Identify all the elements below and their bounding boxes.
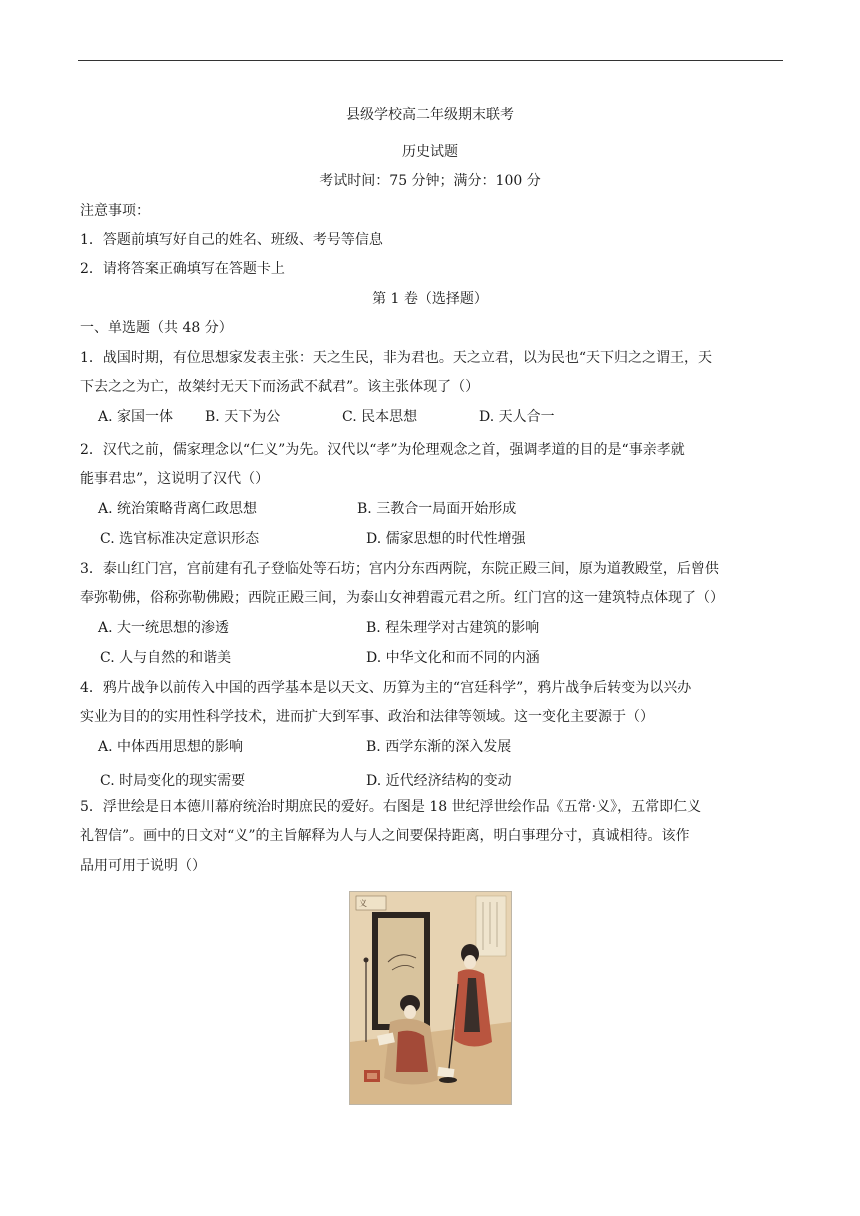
question-1-option-a: A. 家国一体 (98, 409, 174, 425)
question-4-line: 实业为目的的实用性科学技术，进而扩大到军事、政治和法律等领域。这一变化主要源于（） (80, 709, 654, 725)
notice-item: 1．答题前填写好自己的姓名、班级、考号等信息 (80, 232, 383, 248)
header-rule (78, 60, 783, 61)
question-3-line: 奉弥勒佛，俗称弥勒佛殿；西院正殿三间，为泰山女神碧霞元君之所。红门宫的这一建筑特点体现了（） (80, 590, 724, 606)
question-2-option-c: C. 选官标准决定意识形态 (100, 531, 260, 547)
svg-text:义: 义 (359, 899, 367, 908)
question-2-line: 能事君忠”，这说明了汉代（） (80, 471, 270, 487)
question-4-option-c: C. 时局变化的现实需要 (100, 773, 246, 789)
question-4-option-a: A. 中体西用思想的影响 (98, 739, 244, 755)
notice-heading: 注意事项： (80, 203, 150, 219)
question-4-option-b: B. 西学东渐的深入发展 (366, 739, 512, 755)
volume-title: 第 1 卷（选择题） (372, 291, 488, 307)
section-title: 一、单选题（共 48 分） (80, 320, 233, 336)
exam-info: 考试时间：75 分钟；满分：100 分 (319, 173, 541, 189)
question-3-line: 3．泰山红门宫，宫前建有孔子登临处等石坊；宫内分东西两院，东院正殿三间，原为道教殿堂，后曾供 (80, 561, 719, 577)
question-1-option-b: B. 天下为公 (205, 409, 281, 425)
question-2-option-d: D. 儒家思想的时代性增强 (366, 531, 526, 547)
question-2-line: 2．汉代之前，儒家理念以“仁义”为先。汉代以“孝”为伦理观念之首，强调孝道的目的是“事亲孝就 (80, 442, 685, 458)
question-3-option-b: B. 程朱理学对古建筑的影响 (366, 620, 540, 636)
question-3-option-a: A. 大一统思想的渗透 (98, 620, 230, 636)
question-1-line: 1．战国时期，有位思想家发表主张：天之生民，非为君也。天之立君，以为民也“天下归之之谓王，天 (80, 350, 713, 366)
question-4-line: 4．鸦片战争以前传入中国的西学基本是以天文、历算为主的“宫廷科学”，鸦片战争后转变为以兴办 (80, 680, 692, 696)
notice-item: 2．请将答案正确填写在答题卡上 (80, 261, 285, 277)
question-2-option-a: A. 统治策略背离仁政思想 (98, 501, 258, 517)
question-3-option-d: D. 中华文化和而不同的内涵 (366, 650, 540, 666)
question-4-option-d: D. 近代经济结构的变动 (366, 773, 512, 789)
exam-title: 县级学校高二年级期末联考 (346, 107, 514, 123)
subject-title: 历史试题 (402, 144, 458, 160)
ukiyoe-painting-image (349, 891, 512, 1105)
question-2-option-b: B. 三教合一局面开始形成 (357, 501, 517, 517)
question-5-line: 5．浮世绘是日本德川幕府统治时期庶民的爱好。右图是 18 世纪浮世绘作品《五常·义》，五常即仁义 (80, 799, 702, 815)
question-5-line: 礼智信”。画中的日文对“义”的主旨解释为人与人之间要保持距离，明白事理分寸，真诚相待。该作 (80, 828, 690, 844)
question-1-option-d: D. 天人合一 (479, 409, 555, 425)
question-5-line: 品用可用于说明（） (80, 858, 206, 874)
question-1-line: 下去之之为亡，故桀纣无天下而汤武不弑君”。该主张体现了（） (80, 379, 480, 395)
question-1-option-c: C. 民本思想 (342, 409, 418, 425)
question-3-option-c: C. 人与自然的和谐美 (100, 650, 232, 666)
